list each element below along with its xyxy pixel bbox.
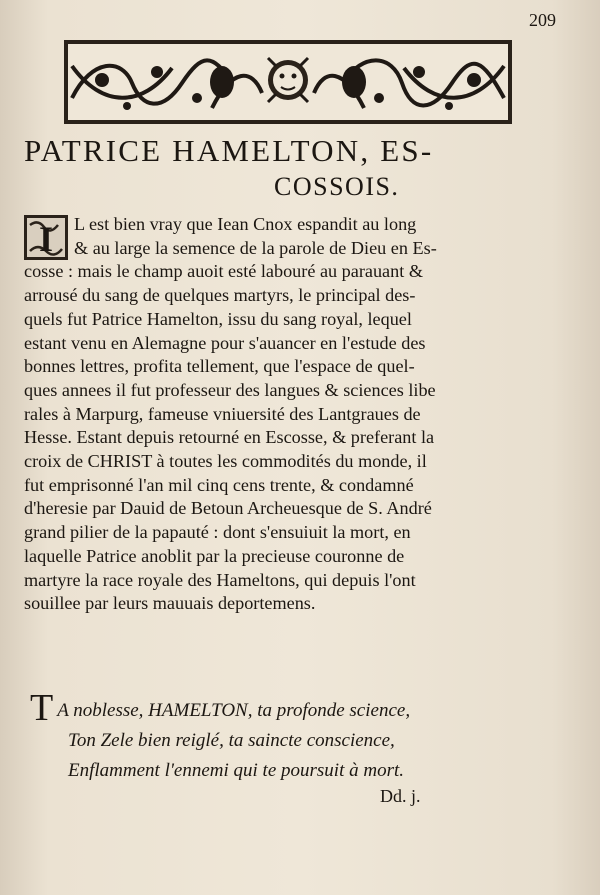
body-line-8: ques annees il fut professeur des langues & sciences libe — [24, 379, 436, 400]
title-line-2: COSSOIS. — [274, 172, 400, 201]
body-line-4: arrousé du sang de quelques martyrs, le principal des- — [24, 285, 416, 306]
verse-line-1 — [30, 687, 510, 729]
body-line-13: d'heresie par Dauid de Betoun Archeuesque de S. André — [24, 498, 432, 519]
svg-text:I: I — [38, 219, 54, 259]
title-line-1: PATRICE HAMELTON, ES- — [24, 133, 434, 168]
epigram-verse — [30, 687, 510, 786]
verse-initial-letter: T — [30, 687, 54, 729]
body-line-3: cosse : mais le champ auoit esté labouré au parauant & — [24, 261, 423, 282]
chapter-title — [24, 133, 584, 205]
verse-line-1-text: A noblesse, HAMELTON, ta profonde science, — [57, 700, 411, 721]
body-line-15: laquelle Patrice anoblit par la precieuse couronne de — [24, 545, 405, 566]
body-line-7: bonnes lettres, profita tellement, que l'espace de quel- — [24, 356, 415, 377]
page-number: 209 — [529, 10, 556, 30]
body-line-14: grand pilier de la papauté : dont s'ensuiuit la mort, en — [24, 522, 411, 543]
body-line-10: Hesse. Estant depuis retourné en Escosse, & preferant la — [24, 427, 435, 448]
body-line-2: & au large la semence de la parole de Dieu en Es- — [74, 237, 437, 258]
body-line-5: quels fut Patrice Hamelton, issu du sang royal, lequel — [24, 308, 412, 329]
body-line-17: souillee par leurs mauuais deportemens. — [24, 593, 316, 614]
body-line-6: estant venu en Alemagne pour s'auancer en l'estude des — [24, 332, 426, 353]
decorative-headpiece-ornament — [62, 38, 514, 126]
verse-line-3: Enflamment l'ennemi qui te poursuit à mort. — [68, 760, 405, 781]
body-line-16: martyre la race royale des Hameltons, qui depuis l'ont — [24, 569, 416, 590]
body-paragraph — [24, 213, 504, 616]
verse-line-2: Ton Zele bien reiglé, ta saincte conscience, — [68, 730, 395, 751]
decorated-initial-letter — [24, 215, 68, 260]
body-line-9: rales à Marpurg, fameuse vniuersité des Lantgraues de — [24, 403, 421, 424]
body-line-12: fut emprisonné l'an mil cinq cens trente, & condamné — [24, 474, 414, 495]
body-line-11: croix de CHRIST à toutes les commodités du monde, il — [24, 451, 427, 472]
body-line-1: L est bien vray que Iean Cnox espandit au long — [74, 214, 417, 234]
printer-signature-mark: Dd. j. — [380, 786, 421, 806]
